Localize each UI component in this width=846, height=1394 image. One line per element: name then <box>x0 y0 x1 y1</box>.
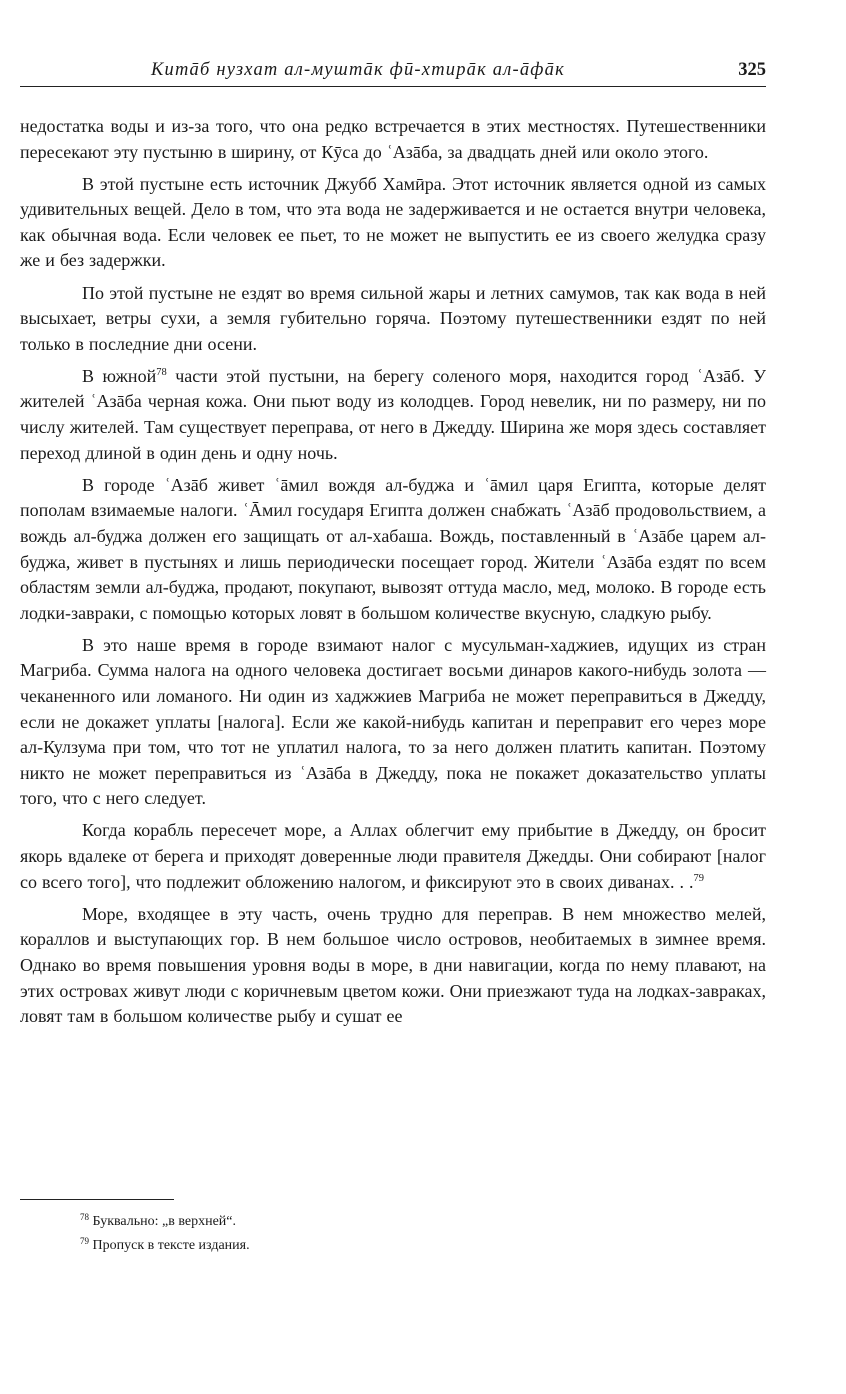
paragraph-text: В городе ʿАзāб живет ʿāмил вождя ал-буджа и ʿāмил царя Египта, которые делят пополам взимаемые налоги. ʿĀмил государя Египта должен снабжать ʿАзāб продовольствием, а вождь ал-буджа должен его защищать от ал-хабаша. Вождь, поставленный в ʿАзāбе царем ал-буджа, живет в пустынях и лишь периодически посещает город. Жители ʿАзāба ездят по всем областям земли ал-буджа, продают, покупают, вывозят оттуда масло, мед, молоко. В городе есть лодки-завраки, с помощью которых ловят в большом количестве вкусную, сладкую рыбу. <box>20 474 766 623</box>
footnotes <box>80 1210 680 1258</box>
footnote-78 <box>80 1210 680 1234</box>
paragraph-4 <box>20 364 766 466</box>
paragraph-text: В южной <box>82 365 157 386</box>
paragraph-text: недостатка воды и из-за того, что она редко встречается в этих местностях. Путешественники пересекают эту пустыню в ширину, от Кӯса до ʿАзāба, за двадцать дней или около этого. <box>20 116 766 162</box>
footnote-ref-78[interactable]: 78 <box>156 366 167 378</box>
footnote-ref-79[interactable]: 79 <box>693 872 705 884</box>
main-text <box>20 114 766 1036</box>
paragraph-text: По этой пустыне не ездят во время сильной жары и летних самумов, так как вода в ней высыхает, ветры сухи, а земля губительно горяча. Поэтому путешественники ездят по ней только в последние дни осени. <box>20 282 766 354</box>
header-rule <box>20 86 766 87</box>
paragraph-text: В это наше время в городе взимают налог с мусульман-хаджиев, идущих из стран Магриба. Сумма налога на одного человека достигает восьми динаров какого-нибудь золота — чеканенного или ломаного. Ни один из хаджжиев Магриба не может переправиться в Джедду, если не докажет уплаты [налога]. Если же какой-нибудь капитан и переправит его через море ал-Кулзума при том, что тот не уплатил налога, то за него должен платить капитан. Поэтому никто не может переправиться из ʿАзāба в Джедду, пока не покажет доказательство уплаты того, что с него следует. <box>20 634 766 809</box>
paragraph-1 <box>20 114 766 165</box>
paragraph-3 <box>20 281 766 358</box>
footnote-number: 78 <box>80 1212 89 1222</box>
running-head <box>20 58 766 88</box>
footnote-79 <box>80 1234 680 1258</box>
paragraph-text: Когда корабль пересечет море, а Аллах облегчит ему прибытие в Джедду, он бросит якорь вдалеке от берега и приходят доверенные люди правителя Джедды. Они собирают [налог со всего того], что подлежит обложению налогом, и фиксируют это в своих диванах. . . <box>20 820 766 892</box>
footnote-text: Пропуск в тексте издания. <box>92 1238 250 1253</box>
paragraph-2 <box>20 172 766 274</box>
paragraph-text: В этой пустыне есть источник Джубб Хамӣра. Этот источник является одной из самых удивительных вещей. Дело в том, что эта вода не задерживается и не остается внутри человека, как обычная вода. Если человек ее пьет, то не может не выпустить ее из своего желудка сразу же и без задержки. <box>20 173 766 271</box>
paragraph-7 <box>20 818 766 895</box>
running-title: Китāб нузхат ал-муштāк фӣ-хтирāк ал-āфāк <box>151 60 565 80</box>
footnote-rule <box>20 1199 174 1200</box>
paragraph-text: части этой пустыни, на берегу соленого моря, находится город ʿАзāб. У жителей ʿАзāба черная кожа. Они пьют воду из колодцев. Город невелик, ни по размеру, ни по числу жителей. Там существует переправа, от него в Джедду. Ширина же моря здесь составляет переход длиной в один день и одну ночь. <box>20 365 766 463</box>
paragraph-5 <box>20 473 766 627</box>
page-number: 325 <box>738 60 766 80</box>
paragraph-8 <box>20 902 766 1030</box>
footnote-text: Буквально: „в верхней“. <box>92 1214 236 1229</box>
paragraph-6 <box>20 633 766 812</box>
paragraph-text: Море, входящее в эту часть, очень трудно для переправ. В нем множество мелей, кораллов и выступающих гор. В нем большое число островов, необитаемых в зимнее время. Однако во время повышения уровня воды в море, в дни навигации, когда по нему плавают, на этих островах живут люди с коричневым цветом кожи. Они приезжают туда на лодках-завраках, ловят там в большом количестве рыбу и сушат ее <box>20 903 766 1027</box>
footnote-number: 79 <box>80 1236 89 1246</box>
